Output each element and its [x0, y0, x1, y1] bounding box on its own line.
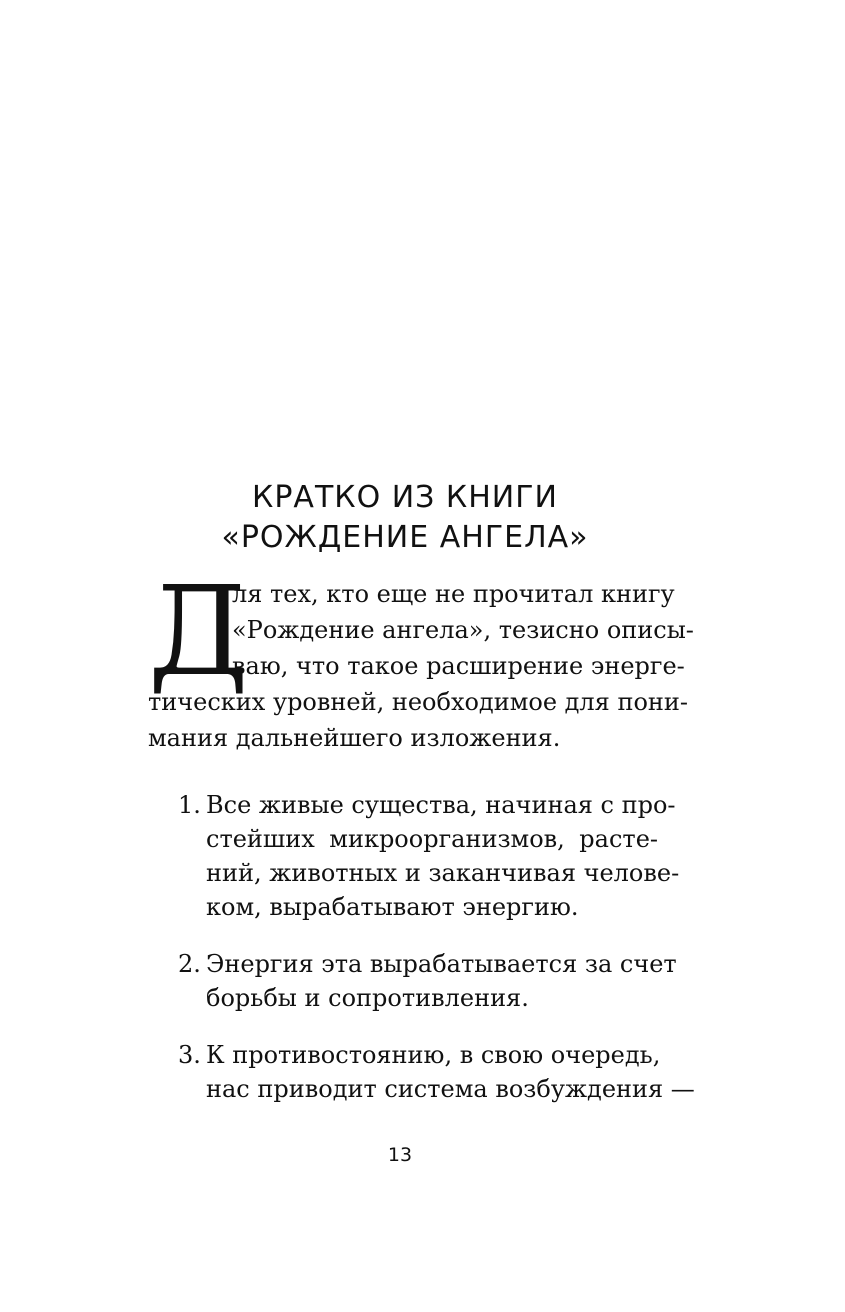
chapter-heading-line-2: «РОЖДЕНИЕ АНГЕЛА»	[221, 520, 589, 555]
list-item-line: Энергия эта вырабатывается за счет	[206, 950, 677, 978]
list-item-line: ком, вырабатывают энергию.	[206, 893, 579, 921]
list-item	[178, 1038, 695, 1106]
chapter-heading-line-1: КРАТКО ИЗ КНИГИ	[252, 480, 558, 515]
list-item-line: Все живые существа, начиная с про-	[206, 791, 676, 819]
list-item-number: 2.	[178, 950, 201, 978]
list-item-number: 1.	[178, 791, 201, 819]
list-item-line: ний, животных и заканчивая челове-	[206, 859, 680, 887]
intro-paragraph	[148, 560, 694, 756]
list-item-line: борьбы и сопротивления.	[206, 984, 529, 1012]
intro-line-2: «Рождение ангела», тезисно описы-	[232, 616, 694, 644]
list-item-line: стейших микроорганизмов, расте-	[206, 825, 658, 853]
intro-line-4: тических уровней, необходимое для пони-	[148, 688, 688, 716]
list-item-number: 3.	[178, 1041, 201, 1069]
list-item-line: К противостоянию, в свою очередь,	[206, 1041, 661, 1069]
chapter-heading	[150, 478, 660, 558]
drop-cap: Д	[148, 560, 249, 704]
list-item	[178, 947, 677, 1015]
thesis-list	[178, 788, 695, 1129]
page-number: 13	[387, 1144, 413, 1166]
intro-line-3: ваю, что такое расширение энерге-	[232, 652, 685, 680]
intro-line-5: мания дальнейшего изложения.	[148, 724, 561, 752]
intro-line-1: ля тех, кто еще не прочитал книгу	[232, 580, 675, 608]
list-item	[178, 788, 680, 924]
list-item-line: нас приводит система возбуждения —	[206, 1075, 695, 1103]
